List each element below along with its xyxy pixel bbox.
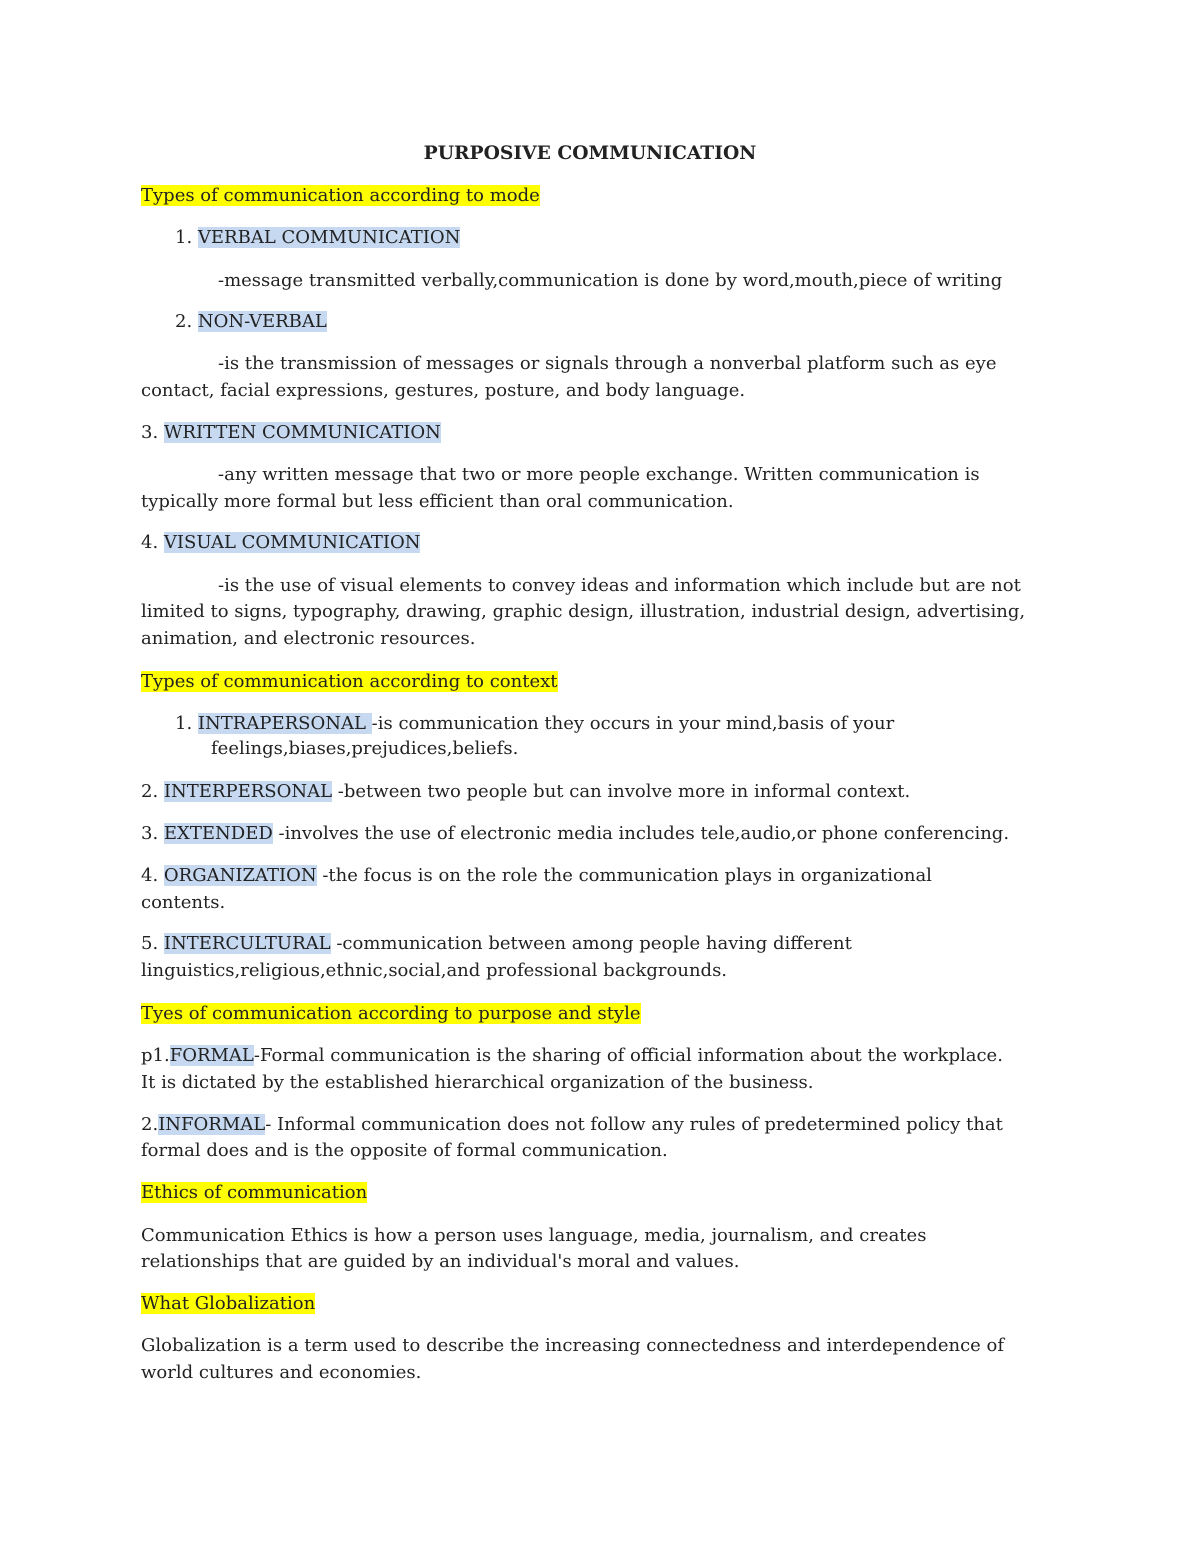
description-intrapersonal-line-2: feelings,biases,prejudices,beliefs. [211, 738, 519, 759]
description-formal-line-2: It is dictated by the established hierarchical organization of the business. [141, 1072, 814, 1093]
description-interpersonal: -between two people but can involve more in informal context. [332, 781, 911, 802]
description-non-verbal-line-2: contact, facial expressions, gestures, posture, and body language. [141, 380, 746, 401]
description-visual-line-1: -is the use of visual elements to convey ideas and information which include but are not [218, 575, 1021, 596]
item-number: 3. [141, 823, 159, 844]
description-intercultural-line-2: linguistics,religious,ethnic,social,and professional backgrounds. [141, 960, 728, 981]
term-intrapersonal: INTRAPERSONAL [197, 713, 372, 734]
section-heading-mode [141, 184, 540, 208]
section-heading-ethics-text: Ethics of communication [141, 1182, 368, 1203]
list-item-extended [141, 822, 1009, 846]
item-number: 1. [175, 227, 193, 248]
list-item-organization [141, 864, 932, 888]
description-verbal: -message transmitted verbally,communication is done by word,mouth,piece of writing [218, 270, 1003, 291]
ethics-paragraph-line-1: Communication Ethics is how a person uses language, media, journalism, and creates [141, 1225, 927, 1246]
list-item-formal [141, 1044, 1003, 1068]
term-non-verbal: NON-VERBAL [197, 311, 327, 332]
description-intercultural-line-1: -communication between among people having different [330, 933, 852, 954]
item-number: 4. [141, 865, 159, 886]
description-extended: -involves the use of electronic media includes tele,audio,or phone conferencing. [272, 823, 1010, 844]
list-item-intercultural [141, 932, 852, 956]
list-item-informal [141, 1113, 1003, 1137]
item-number: 2. [141, 781, 159, 802]
list-item-visual [141, 531, 420, 555]
description-informal-line-2: formal does and is the opposite of formal communication. [141, 1140, 668, 1161]
section-heading-ethics [141, 1181, 367, 1205]
description-written-line-2: typically more formal but less efficient than oral communication. [141, 491, 734, 512]
term-formal: FORMAL [169, 1045, 254, 1066]
description-informal-line-1: - Informal communication does not follow any rules of predetermined policy that [265, 1114, 1003, 1135]
globalization-paragraph-line-1: Globalization is a term used to describe the increasing connectedness and interdependence of [141, 1335, 1005, 1356]
description-visual-line-3: animation, and electronic resources. [141, 628, 476, 649]
item-number: 1. [175, 713, 193, 734]
description-written-line-1: -any written message that two or more people exchange. Written communication is [218, 464, 980, 485]
item-number: 2. [141, 1114, 159, 1135]
section-heading-purpose [141, 1002, 641, 1026]
section-heading-globalization-text: What Globalization [141, 1293, 316, 1314]
section-heading-globalization [141, 1292, 315, 1316]
term-extended: EXTENDED [163, 823, 273, 844]
item-number: 2. [175, 311, 193, 332]
term-verbal-communication: VERBAL COMMUNICATION [197, 227, 461, 248]
list-item-verbal [175, 226, 460, 250]
list-item-intrapersonal [175, 712, 894, 736]
section-heading-mode-text: Types of communication according to mode [141, 185, 540, 206]
globalization-paragraph-line-2: world cultures and economies. [141, 1362, 422, 1383]
term-interpersonal: INTERPERSONAL [163, 781, 333, 802]
term-intercultural: INTERCULTURAL [163, 933, 331, 954]
description-organization-line-2: contents. [141, 892, 226, 913]
item-number: 3. [141, 422, 159, 443]
page-title: PURPOSIVE COMMUNICATION [423, 142, 757, 164]
description-non-verbal-line-1: -is the transmission of messages or signals through a nonverbal platform such as eye [218, 353, 997, 374]
term-organization: ORGANIZATION [163, 865, 317, 886]
ethics-paragraph-line-2: relationships that are guided by an individual's moral and values. [141, 1251, 740, 1272]
item-number: p1. [141, 1045, 170, 1066]
term-written-communication: WRITTEN COMMUNICATION [163, 422, 441, 443]
list-item-non-verbal [175, 310, 327, 334]
description-visual-line-2: limited to signs, typography, drawing, graphic design, illustration, industrial design, advertising, [141, 601, 1026, 622]
section-heading-context [141, 670, 558, 694]
list-item-interpersonal [141, 780, 910, 804]
item-number: 4. [141, 532, 159, 553]
term-informal: INFORMAL [158, 1114, 266, 1135]
section-heading-context-text: Types of communication according to context [141, 671, 558, 692]
description-formal-line-1: -Formal communication is the sharing of official information about the workplace. [253, 1045, 1003, 1066]
section-heading-purpose-text: Tyes of communication according to purpose and style [141, 1003, 641, 1024]
list-item-written [141, 421, 441, 445]
item-number: 5. [141, 933, 159, 954]
term-visual-communication: VISUAL COMMUNICATION [163, 532, 421, 553]
description-intrapersonal-line-1: -is communication they occurs in your mind,basis of your [371, 713, 895, 734]
description-organization-line-1: -the focus is on the role the communication plays in organizational [316, 865, 932, 886]
